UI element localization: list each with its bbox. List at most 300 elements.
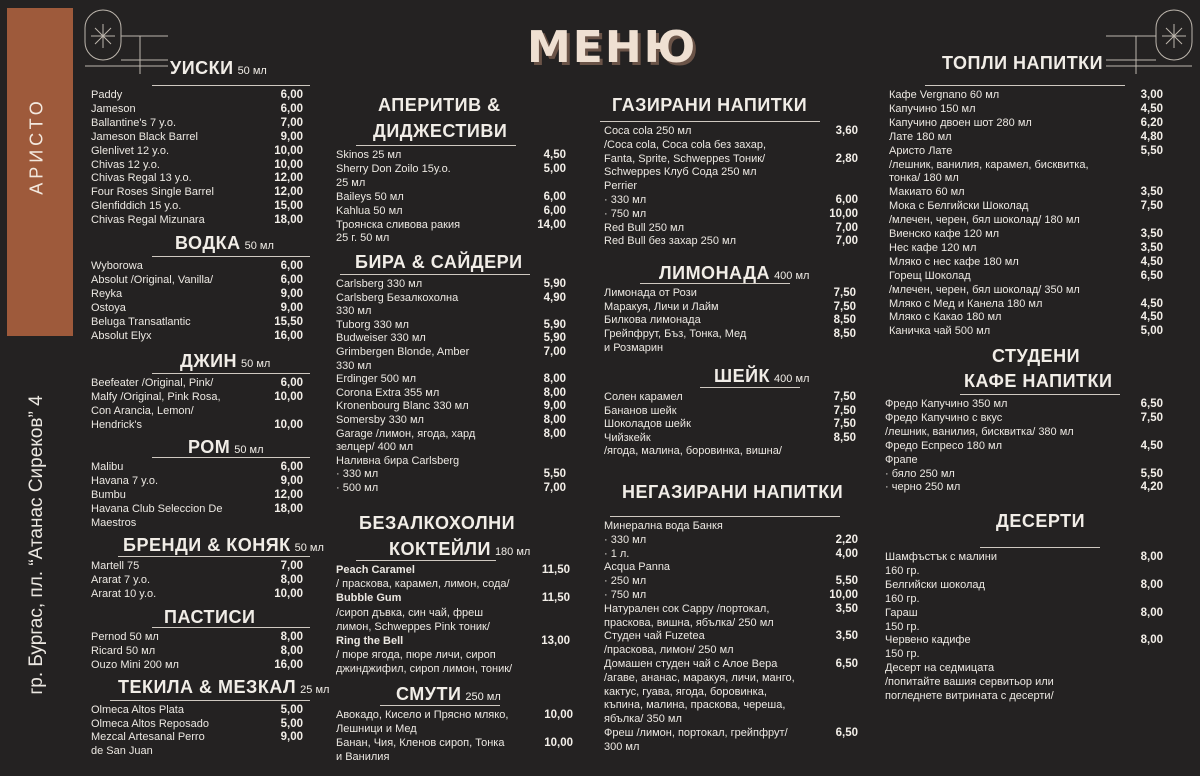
menu-item-price: 6,00 (280, 102, 303, 115)
menu-item-price: 7,50 (833, 418, 856, 431)
still-title (622, 482, 843, 503)
menu-item-price: 3,50 (1140, 241, 1163, 254)
menu-item-price: 10,00 (274, 144, 303, 157)
menu-item-price: 7,50 (833, 391, 856, 403)
menu-item-price: 4,50 (543, 149, 566, 161)
menu-item-price: 7,00 (280, 560, 303, 572)
menu-item-name: Банан, Чия, Кленов сироп, Тонка (336, 736, 505, 749)
beer-title (355, 252, 523, 273)
menu-item-name: Olmeca Altos Plata (91, 704, 184, 716)
mocktails-title-line2 (389, 539, 530, 560)
menu-item-price: 5,50 (543, 468, 566, 481)
shake-volume: 400 мл (774, 373, 810, 385)
menu-item-price: 9,00 (280, 301, 303, 314)
menu-item-name: Chivas Regal Mizunara (91, 214, 205, 227)
pastis-underline (152, 627, 310, 628)
menu-item-price: 7,50 (833, 300, 856, 313)
brand-name: АРИСТО (26, 97, 47, 195)
whisky-underline (152, 85, 310, 86)
menu-item-name: лимон, Schweppes Pink тоник/ (336, 620, 490, 633)
menu-item-price: 12,00 (274, 172, 303, 185)
menu-item-name: Bumbu (91, 488, 126, 501)
menu-item-price: 3,50 (835, 630, 858, 643)
menu-item-price: 7,00 (543, 482, 566, 494)
menu-item-name: /млечен, черен, бял шоколад/ 180 мл (889, 214, 1080, 227)
menu-item-name: Absolut Elyx (91, 329, 152, 342)
menu-item-name: Шоколадов шейк (604, 418, 691, 431)
menu-item-name: Мляко с нес кафе 180 мл (889, 255, 1019, 268)
menu-item-name: Мока с Белгийски Шоколад (889, 200, 1029, 213)
menu-item-price: 10,00 (274, 418, 303, 431)
menu-item-name: Paddy (91, 89, 123, 101)
menu-item-price: 10,00 (274, 390, 303, 403)
menu-item-name: Martell 75 (91, 560, 140, 572)
menu-item-name: Чийзкейк (604, 431, 651, 444)
menu-item-price: 7,00 (835, 221, 858, 234)
menu-item-name: джинджифил, сироп лимон, тоник/ (336, 663, 513, 676)
menu-item-price: 10,00 (544, 709, 573, 721)
menu-item-price: 8,50 (833, 314, 856, 327)
beer-title-text: БИРА & САЙДЕРИ (355, 252, 523, 272)
brandy-volume: 50 мл (294, 542, 324, 554)
menu-item-name: /агаве, ананас, маракуя, личи, манго, (604, 671, 795, 684)
menu-item-name: зелцер/ 400 мл (336, 441, 414, 454)
menu-item-price: 7,00 (280, 116, 303, 129)
menu-item-price: 8,50 (833, 431, 856, 444)
menu-item-name: Jameson Black Barrel (91, 130, 198, 143)
mocktails-volume: 180 мл (494, 546, 531, 558)
menu-item-name: Минерална вода Банкя (604, 520, 723, 532)
menu-item-price: 3,60 (835, 125, 858, 137)
menu-item-name: Фредо Еспресо 180 мл (885, 439, 1003, 452)
menu-item-name: /лешник, ванилия, карамел, бисквитка, (889, 158, 1089, 171)
menu-item-name: 300 мл (604, 740, 640, 753)
menu-item-name: Каничка чай 500 мл (889, 325, 991, 338)
menu-item-name: Билкова лимонада (604, 314, 701, 327)
menu-item-name: Макиато 60 мл (889, 186, 965, 199)
menu-item-name: Мляко с Какао 180 мл (889, 311, 1002, 324)
menu-item-price: 6,50 (835, 658, 858, 670)
cold-title-line2-text: КАФЕ НАПИТКИ (964, 371, 1113, 391)
menu-item-name: Somersby 330 мл (336, 414, 424, 426)
desserts-title-text: ДЕСЕРТИ (996, 511, 1086, 531)
menu-item-name: Skinos 25 мл (336, 149, 402, 161)
menu-item-price: 7,50 (833, 404, 856, 417)
menu-item-name: Beefeater /Original, Pink/ (91, 377, 214, 389)
menu-item-price: 8,00 (543, 427, 566, 440)
menu-item-price: 18,00 (274, 502, 303, 515)
menu-item-price: 4,50 (1140, 102, 1163, 115)
menu-item-price: 15,00 (274, 200, 303, 213)
brandy-underline (118, 556, 310, 557)
gin-volume: 50 мл (241, 358, 271, 370)
menu-item-price: 6,00 (280, 89, 303, 101)
menu-item-name: Виенско кафе 120 мл (889, 228, 1000, 240)
menu-item-name: ябълка/ 350 мл (604, 713, 682, 726)
cold-title-line1: СТУДЕНИ (992, 346, 1081, 366)
menu-item-name: /ягода, малина, боровинка, вишна/ (604, 445, 782, 458)
menu-item-price: 4,50 (1140, 255, 1163, 268)
hot-underline (925, 85, 1125, 86)
soda-title-text: ГАЗИРАНИ НАПИТКИ (612, 95, 808, 115)
menu-item-price: 8,00 (280, 645, 303, 657)
vodka-title-text: ВОДКА (175, 233, 241, 253)
menu-item-name: Malfy /Original, Pink Rosa, (91, 390, 221, 403)
menu-item-name: Капучино двоен шот 280 мл (889, 116, 1032, 129)
menu-item-name: и Ванилия (336, 750, 390, 763)
menu-item-name: Ouzo Mini 200 мл (91, 659, 179, 671)
menu-item-name: Лешници и Мед (336, 722, 417, 735)
menu-item-name: Chivas 12 y.o. (91, 158, 160, 171)
menu-item-name: Нес кафе 120 мл (889, 241, 977, 254)
menu-item-name: 160 гр. (885, 592, 920, 605)
lemonade-title (659, 263, 809, 284)
aperitif-underline (356, 145, 516, 146)
rum-title-text: РОМ (188, 437, 231, 457)
ornament-left-icon (80, 6, 170, 76)
menu-item-name: Coca cola 250 мл (604, 125, 692, 137)
tequila-title-text: ТЕКИЛА & МЕЗКАЛ (118, 677, 297, 697)
smoothie-title-text: СМУТИ (396, 684, 462, 704)
menu-item-price: 9,00 (280, 287, 303, 300)
menu-item-name: Студен чай Fuzetea (604, 630, 705, 643)
whisky-title (170, 58, 267, 79)
page-title: МЕНЮ (527, 22, 698, 73)
menu-item-price: 5,90 (543, 318, 566, 331)
brandy-title (123, 535, 324, 556)
menu-item-name: Наливна бира Carlsberg (336, 454, 460, 467)
lemonade-underline (640, 283, 790, 284)
menu-item-price: 6,00 (280, 461, 303, 473)
menu-item-price: 14,00 (537, 218, 566, 231)
menu-item-price: 5,90 (543, 278, 566, 290)
pastis-title (164, 607, 255, 628)
menu-item-name: Perrier (604, 180, 638, 193)
menu-item-name: · 1 л. (604, 547, 630, 560)
menu-item-name: Белгийски шоколад (885, 578, 985, 591)
menu-item-name: 150 гр. (885, 620, 920, 633)
menu-item-price: 5,50 (1140, 144, 1163, 157)
menu-item-name: Фредо Капучино с вкус (885, 411, 1003, 424)
menu-item-name: Ring the Bell (336, 635, 404, 647)
whisky-title-text: УИСКИ (170, 58, 234, 78)
menu-item-price: 6,00 (835, 194, 858, 206)
menu-item-price: 10,00 (274, 588, 303, 600)
menu-item-price: 6,50 (1140, 398, 1163, 410)
menu-item-name: Капучино 150 мл (889, 102, 976, 115)
shake-title-text: ШЕЙК (714, 366, 771, 386)
menu-item-name: Кафе Vergnano 60 мл (889, 89, 1000, 101)
menu-item-price: 10,00 (829, 589, 858, 601)
menu-item-name: Kronenbourg Blanc 330 мл (336, 400, 469, 413)
menu-item-name: Фрапе (885, 453, 918, 466)
mocktails-underline (356, 560, 496, 561)
desserts-title (996, 511, 1085, 532)
menu-item-price: 4,50 (1140, 297, 1163, 310)
menu-item-name: Лате 180 мл (889, 130, 952, 143)
soda-title (612, 95, 807, 116)
menu-item-name: · 330 мл (604, 533, 647, 546)
menu-item-name: Carlsberg Безалкохолна (336, 291, 459, 304)
menu-item-name: Авокадо, Кисело и Прясно мляко, (336, 709, 509, 721)
menu-item-name: Glenlivet 12 y.o. (91, 144, 170, 157)
menu-item-price: 5,90 (543, 332, 566, 345)
menu-item-name: Baileys 50 мл (336, 190, 404, 203)
soda-underline (600, 121, 820, 122)
menu-item-name: Фреш /лимон, портокал, грейпфрут/ (604, 727, 788, 739)
menu-item-price: 6,00 (543, 204, 566, 217)
menu-item-name: Солен карамел (604, 391, 683, 403)
vodka-underline (152, 256, 310, 257)
menu-item-price: 8,00 (543, 386, 566, 399)
menu-item-name: Bubble Gum (336, 592, 402, 605)
address-text: гр. Бургас, пл. “Атанас Сиреков” 4 (26, 395, 47, 695)
menu-item-name: · бяло 250 мл (885, 467, 955, 480)
menu-item-name: Red Bull без захар 250 мл (604, 235, 737, 248)
menu-item-name: Carlsberg 330 мл (336, 278, 423, 290)
vodka-title (175, 233, 274, 254)
lemonade-title-text: ЛИМОНАДА (659, 263, 771, 283)
menu-item-price: 6,00 (280, 260, 303, 272)
menu-item-name: 150 гр. (885, 648, 920, 661)
menu-item-price: 8,50 (833, 328, 856, 341)
tequila-underline (110, 700, 310, 701)
menu-item-name: Мляко с Мед и Канела 180 мл (889, 297, 1043, 310)
menu-item-price: 5,00 (280, 704, 303, 716)
menu-item-price: 5,50 (1140, 467, 1163, 480)
menu-item-name: /Coca cola, Coca cola без захар, (604, 138, 767, 151)
smoothie-underline (380, 705, 500, 706)
menu-item-price: 11,50 (541, 592, 570, 605)
menu-item-name: Ricard 50 мл (91, 645, 156, 657)
menu-item-price: 10,00 (829, 207, 858, 220)
tequila-volume: 25 мл (300, 684, 330, 696)
menu-item-price: 9,00 (543, 400, 566, 413)
menu-item-name: 160 гр. (885, 564, 920, 577)
menu-item-name: 25 г. 50 мл (336, 232, 390, 245)
menu-item-name: Grimbergen Blonde, Amber (336, 346, 470, 358)
menu-item-price: 4,90 (543, 291, 566, 304)
menu-item-price: 9,00 (280, 731, 303, 743)
menu-item-name: · 750 мл (604, 207, 647, 220)
aperitif-title-line2 (373, 121, 507, 142)
menu-item-name: Натурален сок Cappy /портокал, (604, 602, 770, 615)
menu-item-name: Маракуя, Личи и Лайм (604, 300, 719, 313)
menu-item-price: 4,20 (1140, 481, 1163, 494)
menu-item-name: Corona Extra 355 мл (336, 386, 440, 399)
menu-item-price: 7,50 (1140, 200, 1163, 213)
menu-item-price: 6,50 (835, 727, 858, 739)
hot-title (942, 53, 1103, 74)
whisky-volume: 50 мл (237, 65, 267, 77)
menu-item-name: Tuborg 330 мл (336, 318, 409, 331)
menu-item-name: Beluga Transatlantic (91, 315, 191, 328)
menu-item-name: къпина, малина, праскова, череша, (604, 699, 786, 712)
menu-item-price: 6,20 (1140, 116, 1163, 129)
menu-item-price: 4,50 (1140, 311, 1163, 324)
menu-item-name: · 330 мл (604, 194, 647, 206)
menu-item-name: Reyka (91, 287, 123, 300)
menu-item-name: Erdinger 500 мл (336, 373, 417, 386)
menu-item-name: Olmeca Altos Reposado (91, 717, 210, 730)
menu-item-price: 7,50 (1140, 411, 1163, 424)
smoothie-volume: 250 мл (465, 691, 501, 703)
menu-item-name: праскова, вишна, ябълка/ 250 мл (604, 616, 774, 629)
menu-item-name: Грейпфрут, Бъз, Тонка, Мед (604, 328, 747, 341)
menu-item-name: Ararat 10 y.o. (91, 588, 157, 600)
beer-underline (340, 274, 530, 275)
still-title-text: НЕГАЗИРАНИ НАПИТКИ (622, 482, 844, 502)
menu-item-name: / праскова, карамел, лимон, сода/ (336, 578, 510, 591)
menu-item-price: 6,00 (543, 190, 566, 203)
menu-item-name: Budweiser 330 мл (336, 332, 426, 345)
cold-title-line2 (964, 371, 1112, 392)
menu-item-price: 3,50 (835, 602, 858, 615)
ornament-right-icon (1106, 6, 1196, 76)
rum-volume: 50 мл (234, 444, 264, 456)
menu-item-name: 330 мл (336, 359, 372, 372)
menu-item-price: 3,50 (1140, 228, 1163, 240)
menu-item-price: 8,00 (543, 373, 566, 386)
menu-item-name: Hendrick's (91, 418, 143, 431)
menu-item-price: 15,50 (274, 315, 303, 328)
menu-item-price: 11,50 (541, 564, 570, 576)
menu-item-price: 12,00 (274, 488, 303, 501)
lemonade-volume: 400 мл (774, 270, 810, 282)
menu-item-name: Peach Caramel (336, 564, 415, 576)
menu-item-name: Kahlua 50 мл (336, 204, 403, 217)
menu-item-name: Ararat 7 y.o. (91, 574, 151, 586)
menu-item-name: Sherry Don Zoilo 15y.o. (336, 162, 451, 175)
menu-item-name: Havana Club Seleccion De (91, 502, 223, 515)
menu-item-price: 16,00 (274, 659, 303, 671)
menu-item-name: Лимонада от Рози (604, 287, 697, 299)
menu-item-price: 9,00 (280, 130, 303, 143)
pastis-title-text: ПАСТИСИ (164, 607, 256, 627)
menu-item-price: 9,00 (280, 474, 303, 487)
gin-underline (152, 373, 310, 374)
shake-underline (700, 387, 800, 388)
menu-item-price: 4,80 (1140, 130, 1163, 143)
menu-item-price: 13,00 (541, 635, 570, 647)
menu-item-price: 2,80 (835, 152, 858, 165)
menu-item-name: /лешник, ванилия, бисквитка/ 380 мл (885, 425, 1074, 438)
menu-item-price: 2,20 (835, 533, 858, 546)
menu-item-name: Горещ Шоколад (889, 269, 971, 282)
mocktails-title-line1: БЕЗАЛКОХОЛНИ (359, 513, 516, 533)
menu-item-price: 6,50 (1140, 269, 1163, 282)
menu-item-name: Four Roses Single Barrel (91, 186, 214, 199)
tequila-title (118, 677, 329, 698)
menu-item-name: Ostoya (91, 301, 126, 314)
menu-item-price: 3,00 (1140, 89, 1163, 101)
menu-item-name: и Розмарин (604, 341, 664, 354)
menu-item-name: de San Juan (91, 744, 153, 757)
menu-item-name: погледнете витрината с десерти/ (885, 690, 1054, 702)
menu-item-price: 8,00 (280, 631, 303, 643)
menu-item-name: Havana 7 y.o. (91, 474, 159, 487)
menu-item-price: 10,00 (544, 736, 573, 749)
menu-item-name: Absolut /Original, Vanilla/ (91, 273, 214, 286)
menu-item-name: Десерт на седмицата (885, 662, 995, 675)
menu-item-name: · черно 250 мл (885, 481, 961, 494)
menu-item-name: тонка/ 180 мл (889, 172, 959, 185)
menu-item-name: Malibu (91, 461, 124, 473)
menu-item-price: 12,00 (274, 186, 303, 199)
menu-item-name: Шамфъстък с малини (885, 551, 997, 563)
menu-item-name: Троянска сливова ракия (336, 218, 461, 231)
smoothie-title (396, 684, 501, 705)
menu-item-name: Con Arancia, Lemon/ (91, 404, 194, 417)
menu-item-name: кактус, гуава, ягода, боровинка, (604, 685, 767, 698)
menu-item-name: 330 мл (336, 305, 372, 318)
rum-underline (152, 457, 310, 458)
menu-item-price: 8,00 (280, 574, 303, 586)
menu-item-price: 16,00 (274, 329, 303, 342)
menu-item-name: Chivas Regal 13 y.o. (91, 172, 192, 185)
menu-item-name: · 500 мл (336, 482, 379, 494)
menu-item-name: Garage /лимон, ягода, хард (336, 427, 476, 440)
menu-item-name: Pernod 50 мл (91, 631, 159, 643)
menu-item-name: · 330 мл (336, 468, 379, 481)
menu-item-name: Wyborowa (91, 260, 143, 272)
menu-item-name: Mezcal Artesanal Perro (91, 731, 205, 743)
menu-item-name: Фредо Капучино 350 мл (885, 398, 1008, 410)
menu-item-price: 5,00 (1140, 325, 1163, 338)
menu-item-name: / пюре ягода, пюре личи, сироп (336, 649, 496, 662)
menu-item-name: /сироп дъвка, син чай, фреш (336, 606, 484, 619)
menu-item-name: Бананов шейк (604, 404, 677, 417)
menu-item-name: Red Bull 250 мл (604, 221, 685, 234)
menu-item-price: 3,50 (1140, 186, 1163, 199)
still-underline (610, 516, 840, 517)
menu-item-name: /млечен, черен, бял шоколад/ 350 мл (889, 283, 1080, 296)
menu-item-name: Ballantine's 7 y.o. (91, 116, 177, 129)
menu-item-name: · 250 мл (604, 575, 647, 588)
menu-item-name: Schweppes Клуб Сода 250 мл (604, 166, 757, 179)
menu-item-price: 7,00 (543, 346, 566, 358)
brandy-title-text: БРЕНДИ & КОНЯК (123, 535, 291, 555)
gin-title (180, 351, 270, 372)
rum-title (188, 437, 264, 458)
vodka-volume: 50 мл (244, 240, 274, 252)
menu-item-name: Гараш (885, 606, 918, 619)
cold-underline (960, 394, 1120, 395)
menu-item-name: Домашен студен чай с Алое Вера (604, 658, 778, 670)
gin-title-text: ДЖИН (180, 351, 238, 371)
menu-item-name: Acqua Panna (604, 561, 671, 574)
menu-item-price: 10,00 (274, 158, 303, 171)
menu-item-name: /праскова, лимон/ 250 мл (604, 644, 734, 657)
desserts-underline (980, 547, 1100, 548)
menu-item-name: · 750 мл (604, 589, 647, 601)
menu-item-name: Maestros (91, 516, 137, 529)
menu-item-price: 5,50 (835, 575, 858, 588)
menu-item-price: 4,00 (835, 547, 858, 560)
menu-item-name: Аристо Лате (889, 144, 953, 157)
menu-item-price: 8,00 (543, 414, 566, 426)
menu-item-price: 6,00 (280, 377, 303, 389)
menu-item-price: 8,00 (1140, 606, 1163, 619)
menu-item-price: 18,00 (274, 214, 303, 227)
menu-item-name: Jameson (91, 102, 136, 115)
menu-item-price: 5,00 (280, 717, 303, 730)
menu-item-price: 5,00 (543, 162, 566, 175)
menu-item-name: Червено кадифе (885, 634, 971, 647)
menu-item-name: /попитайте вашия сервитьор или (885, 676, 1054, 689)
menu-item-name: Fanta, Sprite, Schweppes Тоник/ (604, 152, 766, 165)
shake-title (714, 366, 809, 387)
